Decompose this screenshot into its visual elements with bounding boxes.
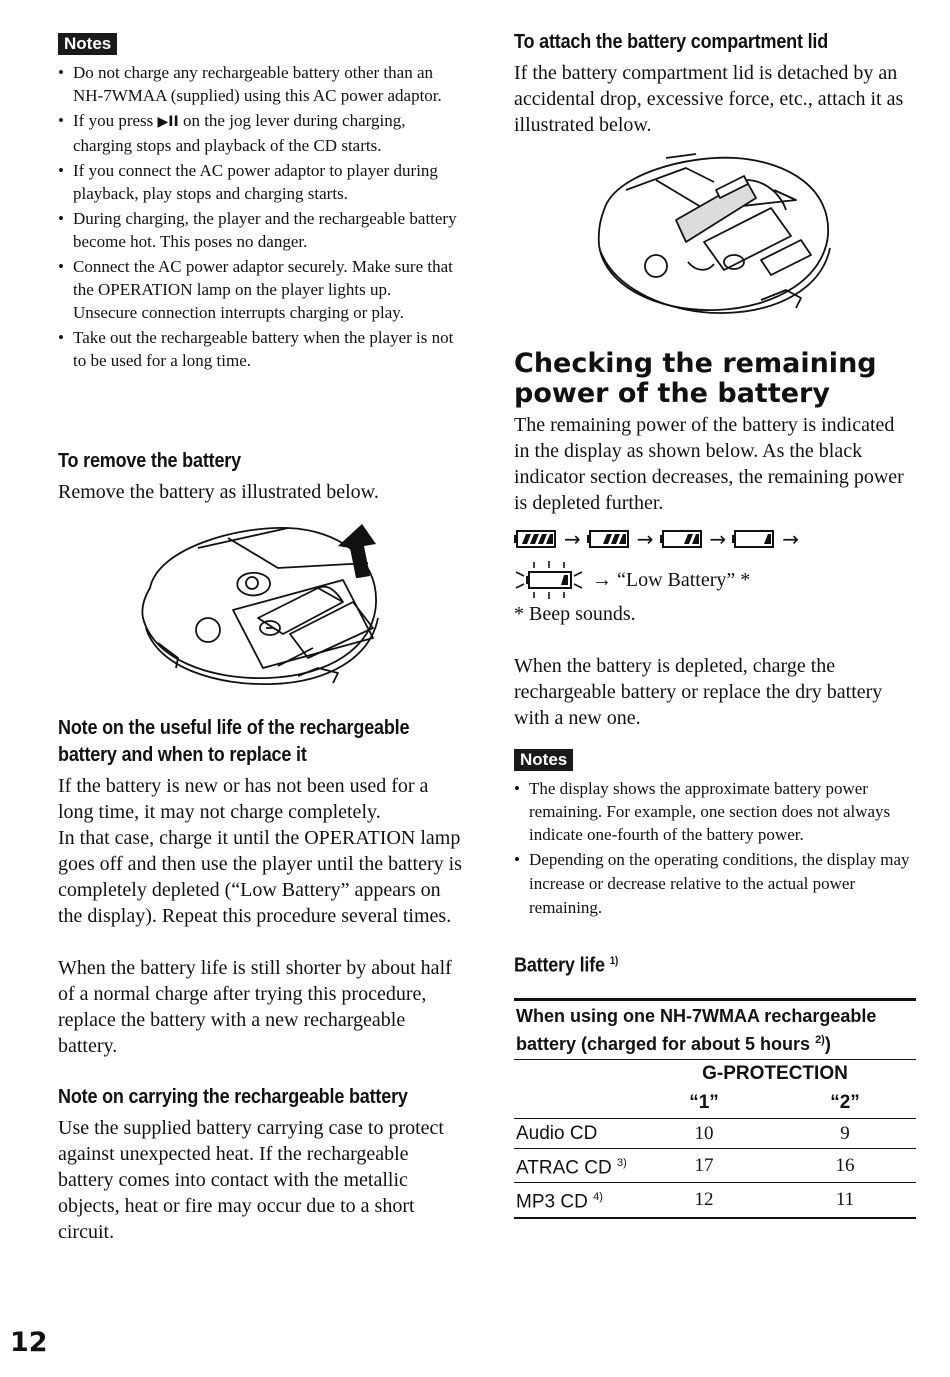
cell-value: 12 <box>634 1183 774 1218</box>
row-label-text: ATRAC CD <box>516 1157 612 1179</box>
arrow-icon: → <box>636 527 654 551</box>
notes-section-right <box>514 749 919 922</box>
page-number: 12 <box>10 1327 48 1358</box>
row-label-text: Audio CD <box>516 1123 598 1144</box>
note-item: • During charging, the player and the rechargeable battery become hot. This poses no danger. <box>58 207 458 253</box>
note-item: • Depending on the operating conditions, the display may increase or decrease relative to the actual power remaining. <box>514 848 919 920</box>
up-arrow-icon <box>338 524 376 578</box>
remove-battery-illustration <box>138 518 383 690</box>
battery-indicator-sequence <box>514 524 801 554</box>
table-caption <box>514 1000 916 1060</box>
checking-power-text: The remaining power of the battery is indicated in the display as shown below. As the black indicator section decreases, the remaining power is depleted further. <box>514 414 904 514</box>
notes-badge: Notes <box>514 749 573 771</box>
carrying-heading: Note on carrying the rechargeable battery <box>58 1086 408 1108</box>
carrying-text: Use the supplied battery carrying case to protect against unexpected heat. If the rechargeable battery comes into contact with the metallic objects, heat or fire may occur due to a short circuit. <box>58 1117 444 1243</box>
row-label-text: MP3 CD <box>516 1191 588 1213</box>
row-label <box>514 1119 634 1149</box>
battery-life-table <box>514 998 916 1219</box>
row-label <box>514 1183 634 1218</box>
note-text: If you press <box>73 111 158 130</box>
notes-section <box>58 33 458 374</box>
footnote-marker: 3) <box>617 1157 627 1169</box>
arrow-icon: → <box>782 527 800 551</box>
caption-close: ) <box>824 1034 831 1054</box>
play-pause-icon: ▶II <box>157 114 179 130</box>
table-row <box>514 1183 916 1218</box>
cell-value: 10 <box>634 1119 774 1149</box>
useful-life-heading: Note on the useful life of the rechargeable battery and when to replace it <box>58 717 410 766</box>
low-battery-row <box>514 560 750 600</box>
note-item: • Do not charge any rechargeable battery other than an NH-7WMAA (supplied) using this AC power adaptor. <box>58 61 458 107</box>
notes-list-right <box>514 777 919 920</box>
attach-lid-heading: To attach the battery compartment lid <box>514 31 829 53</box>
arrow-icon: → <box>564 527 581 551</box>
battery-half-icon <box>660 529 704 549</box>
col-2-header: “2” <box>774 1088 916 1119</box>
footnote-marker: 2) <box>815 1034 825 1046</box>
attach-lid-illustration <box>596 150 832 318</box>
col-1-header: “1” <box>634 1088 774 1119</box>
useful-life-text-2: In that case, charge it until the OPERATION lamp goes off and then use the player until the battery is completely depleted (“Low Battery” appears on the display). Repeat this procedure several times. <box>58 827 462 927</box>
notes-badge: Notes <box>58 33 117 55</box>
low-battery-label: → “Low Battery” * <box>592 568 751 591</box>
battery-life-heading <box>514 948 784 980</box>
battery-life-label: Battery life <box>514 954 605 977</box>
footnote-marker: 1) <box>609 955 619 967</box>
remove-battery-text: Remove the battery as illustrated below. <box>58 481 379 503</box>
remove-battery-heading: To remove the battery <box>58 450 241 472</box>
footnote-marker: 4) <box>593 1191 603 1204</box>
empty-header <box>514 1088 634 1119</box>
battery-full-icon <box>514 529 558 549</box>
note-item: • The display shows the approximate battery power remaining. For example, one section does not always indicate one-fourth of the battery power. <box>514 777 919 846</box>
empty-header <box>514 1060 634 1089</box>
notes-list <box>58 61 458 372</box>
cell-value: 17 <box>634 1149 774 1183</box>
useful-life-text-3: When the battery life is still shorter by about half of a normal charge after trying this procedure, replace the battery with a new rechargeable battery. <box>58 957 452 1057</box>
useful-life-text-1: If the battery is new or has not been used for a long time, it may not charge completely. <box>58 775 429 823</box>
cell-value: 11 <box>774 1183 916 1218</box>
table-caption-text: When using one NH-7WMAA rechargeable battery (charged for about 5 hours <box>516 1006 877 1054</box>
note-item: • Connect the AC power adaptor securely. Make sure that the OPERATION lamp on the player lights up. Unsecure connection interrupts charging or play. <box>58 255 458 324</box>
checking-power-heading: Checking the remaining power of the battery <box>514 348 877 409</box>
table-row <box>514 1149 916 1183</box>
depleted-text: When the battery is depleted, charge the rechargeable battery or replace the dry battery with a new one. <box>514 655 883 729</box>
attach-lid-text: If the battery compartment lid is detached by an accidental drop, excessive force, etc., attach it as illustrated below. <box>514 62 904 136</box>
cell-value: 16 <box>774 1149 916 1183</box>
row-label <box>514 1149 634 1183</box>
battery-quarter-icon <box>732 529 776 549</box>
cell-value: 9 <box>774 1119 916 1149</box>
beep-note: * Beep sounds. <box>514 603 636 625</box>
battery-three-quarter-icon <box>587 529 631 549</box>
note-item <box>58 109 458 157</box>
table-row <box>514 1119 916 1149</box>
note-item: • If you connect the AC power adaptor to player during playback, play stops and charging starts. <box>58 159 458 205</box>
battery-blinking-icon <box>514 560 584 600</box>
note-text: on the jog lever during charging, charging stops and playback of the CD starts. <box>73 111 406 155</box>
note-item: • Take out the rechargeable battery when the player is not to be used for a long time. <box>58 326 458 372</box>
arrow-icon: → <box>709 527 727 551</box>
g-protection-header: G-PROTECTION <box>702 1063 848 1084</box>
